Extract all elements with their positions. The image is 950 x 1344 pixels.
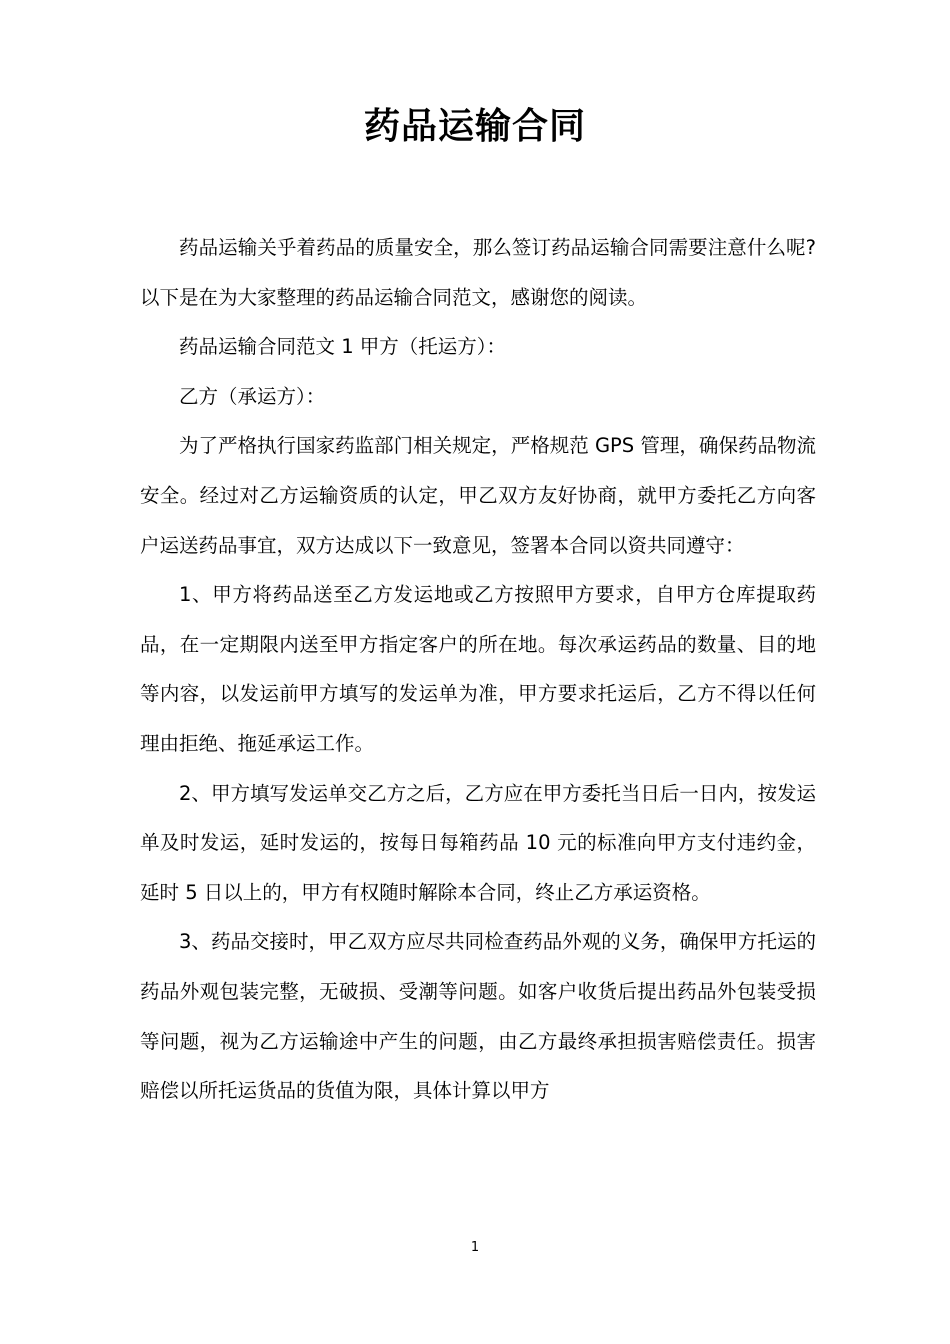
intro-paragraph: 药品运输关乎着药品的质量安全，那么签订药品运输合同需要注意什么呢?以下是在为大家整理的药品运输合同范文，感谢您的阅读。	[140, 236, 816, 309]
preamble-paragraph: 为了严格执行国家药监部门相关规定，严格规范 GPS 管理，确保药品物流安全。经过对乙方运输资质的认定，甲乙双方友好协商，就甲方委托乙方向客户运送药品事宜，双方达成以下一致意见，签署本合同以资共同遵守：	[140, 434, 816, 557]
clause-2-paragraph: 2、甲方填写发运单交乙方之后，乙方应在甲方委托当日后一日内，按发运单及时发运，延时发运的，按每日每箱药品 10 元的标准向甲方支付违约金，延时 5 日以上的，甲方有权随时解除本合同，终止乙方承运资格。	[140, 781, 816, 904]
party-b-line: 乙方（承运方）：	[179, 384, 326, 408]
document-body	[140, 223, 816, 1116]
party-a-line: 药品运输合同范文 1 甲方（托运方）：	[179, 335, 507, 359]
page-number: 1	[470, 1240, 480, 1255]
document-title: 药品运输合同	[363, 106, 586, 147]
clause-3-paragraph: 3、药品交接时，甲乙双方应尽共同检查药品外观的义务，确保甲方托运的药品外观包装完整，无破损、受潮等问题。如客户收货后提出药品外包装受损等问题，视为乙方运输途中产生的问题，由乙方最终承担损害赔偿责任。损害赔偿以所托运货品的货值为限，具体计算以甲方	[140, 930, 816, 1103]
clause-1-paragraph: 1、甲方将药品送至乙方发运地或乙方按照甲方要求，自甲方仓库提取药品，在一定期限内送至甲方指定客户的所在地。每次承运药品的数量、目的地等内容，以发运前甲方填写的发运单为准，甲方要求托运后，乙方不得以任何理由拒绝、拖延承运工作。	[140, 583, 816, 755]
